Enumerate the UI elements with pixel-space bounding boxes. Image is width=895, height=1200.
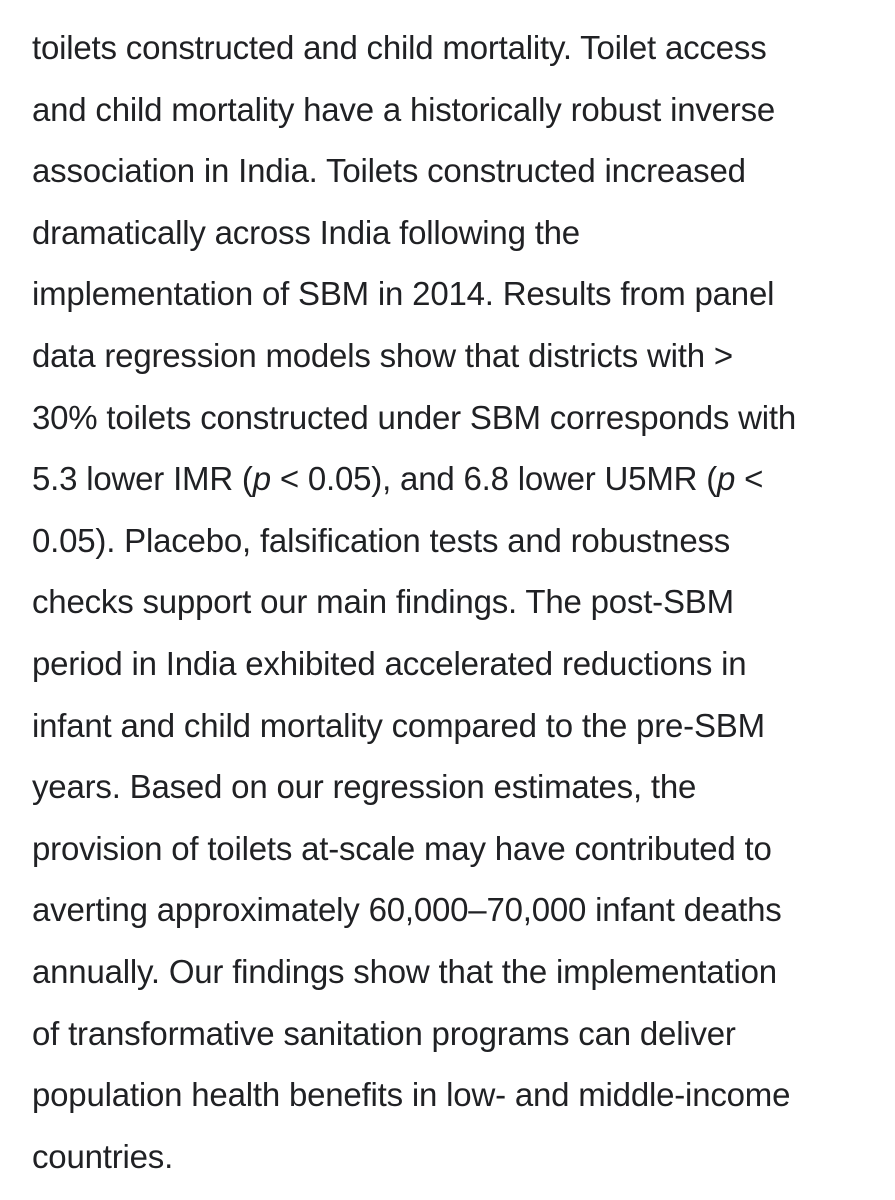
text-line — [32, 633, 882, 695]
text-line — [32, 941, 882, 1003]
text-line — [32, 1003, 882, 1065]
text-run: annually. Our findings show that the implementation — [32, 952, 777, 990]
text-line — [32, 571, 882, 633]
text-line — [32, 879, 882, 941]
text-run: association in India. Toilets constructed increased — [32, 152, 746, 190]
text-run: < 0.05), and 6.8 lower U5MR ( — [270, 460, 717, 498]
text-run: dramatically across India following the — [32, 213, 580, 251]
text-line — [32, 79, 882, 141]
text-line — [32, 818, 882, 880]
text-run: implementation of SBM in 2014. Results from panel — [32, 275, 775, 313]
p-value-symbol: p — [717, 460, 736, 498]
text-run: years. Based on our regression estimates, the — [32, 768, 697, 806]
text-line — [32, 263, 882, 325]
text-line — [32, 695, 882, 757]
text-run: population health benefits in low- and middle-income — [32, 1076, 791, 1114]
text-line — [32, 202, 882, 264]
text-run: toilets constructed and child mortality. Toilet access — [32, 29, 767, 66]
text-run: 0.05). Placebo, falsification tests and robustness — [32, 521, 731, 559]
text-run: 30% toilets constructed under SBM corresponds with — [32, 398, 797, 436]
text-line — [32, 510, 882, 572]
text-line — [32, 140, 882, 202]
text-line — [32, 1064, 882, 1126]
text-run: checks support our main findings. The post-SBM — [32, 583, 734, 621]
text-line — [32, 1126, 882, 1188]
text-run: averting approximately 60,000–70,000 infant deaths — [32, 891, 782, 929]
text-line — [32, 387, 882, 449]
text-run: of transformative sanitation programs can deliver — [32, 1014, 736, 1052]
text-line — [32, 756, 882, 818]
p-value-symbol: p — [252, 460, 271, 498]
text-run: period in India exhibited accelerated reductions in — [32, 644, 747, 682]
text-run: < — [735, 460, 764, 498]
abstract-paragraph — [32, 17, 882, 1187]
text-run: infant and child mortality compared to the pre-SBM — [32, 706, 765, 744]
text-run: data regression models show that districts with > — [32, 336, 733, 374]
text-run: 5.3 lower IMR ( — [32, 460, 253, 498]
text-line — [32, 17, 882, 79]
text-run: countries. — [32, 1137, 174, 1175]
text-run: provision of toilets at-scale may have contributed to — [32, 829, 772, 867]
text-line — [32, 325, 882, 387]
text-line — [32, 448, 882, 510]
text-run: and child mortality have a historically robust inverse — [32, 90, 776, 128]
